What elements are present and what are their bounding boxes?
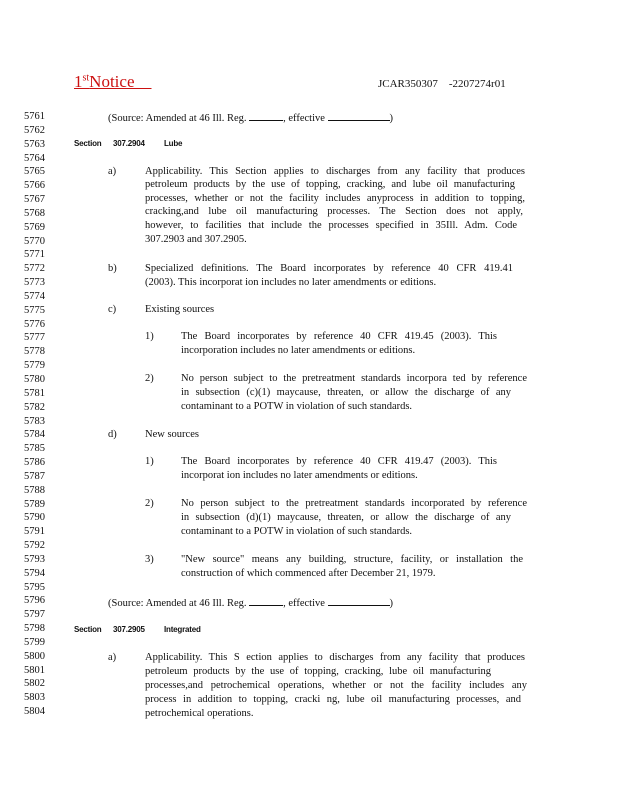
line-number: 5770 [24,235,45,247]
subsection-heading: New sources [145,429,199,440]
line-number: 5781 [24,387,45,399]
line-number: 5765 [24,166,45,178]
line-number: 5788 [24,484,45,496]
section-number: 307.2905 [113,625,145,634]
line-number: 5772 [24,263,45,275]
item-label: b) [108,263,117,274]
paragraph-line: in subsection (d)(1) maycause, threaten, or allow the discharge of any [181,512,511,523]
line-number: 5794 [24,567,45,579]
line-number: 5802 [24,678,45,690]
paragraph-line: process in addition to topping, cracki ng, lube oil manufacturing processes, and [145,694,521,705]
section-label: Section [74,625,102,634]
paragraph-line: No person subject to the pretreatment standards incorpora ted by reference [181,373,527,384]
paragraph-line: petroleum products by the use of topping, cracking, lube oil manufacturing [145,666,491,677]
paragraph-line: processes, whether or not the facility includes anyprocess in addition to topping, [145,193,525,204]
line-number: 5766 [24,180,45,192]
line-number: 5762 [24,124,45,136]
paragraph-line: (2003). This incorporat ion includes no later amendments or editions. [145,277,437,288]
line-number: 5801 [24,664,45,676]
line-number: 5800 [24,650,45,662]
line-number: 5764 [24,152,45,164]
line-number: 5784 [24,429,45,441]
paragraph-line: in subsection (c)(1) maycause, threaten, or allow the discharge of any [181,387,511,398]
section-number: 307.2904 [113,139,145,148]
item-label: 1) [145,331,154,342]
paragraph-line: cracking,and lube oil manufacturing processes. The Section does not apply, [145,206,523,217]
line-number: 5780 [24,374,45,385]
paragraph-line: No person subject to the pretreatment standards incorporated by reference [181,498,527,509]
item-label: c) [108,304,117,315]
line-number: 5783 [24,415,45,427]
paragraph-line: The Board incorporates by reference 40 CFR 419.47 (2003). This [181,456,497,467]
line-number: 5782 [24,401,45,413]
line-number: 5786 [24,457,45,468]
line-number: 5791 [24,526,45,538]
line-number: 5789 [24,498,45,510]
line-number: 5769 [24,221,45,233]
line-number: 5773 [24,277,45,289]
line-number: 5776 [24,318,45,330]
line-number: 5790 [24,512,45,524]
source-note: (Source: Amended at 46 Ill. Reg. , effective ) [108,598,394,609]
paragraph-line: The Board incorporates by reference 40 CFR 419.45 (2003). This [181,331,497,342]
paragraph-line: Applicability. This S ection applies to discharges from any facility that produces [145,652,525,663]
item-label: d) [108,429,117,440]
paragraph-line: processes,and petrochemical operations, whether or not the facility includes any [145,680,527,691]
line-number: 5775 [24,304,45,316]
paragraph-line: "New source" means any building, structure, facility, or installation the [181,554,523,565]
blank-line [249,111,283,121]
subsection-heading: Existing sources [145,304,215,315]
line-number: 5763 [24,138,45,150]
paragraph-line: however, to facilities that include the processes specified in 35Ill. Adm. Code [145,220,517,231]
item-label: 2) [145,498,154,509]
paragraph-line: Applicability. This Section applies to discharges from any facility that produces [145,166,525,177]
blank-line [328,596,390,606]
paragraph-line: contaminant to a POTW in violation of such standards. [181,401,413,412]
paragraph-line: construction of which commenced after December 21, 1979. [181,568,436,579]
paragraph-line: Specialized definitions. The Board incorporates by reference 40 CFR 419.41 [145,263,513,274]
line-number: 5774 [24,290,45,302]
line-number: 5792 [24,540,45,551]
line-number: 5803 [24,692,45,704]
notice-title: 1stNotice [74,72,135,91]
line-number: 5796 [24,595,45,607]
paragraph-line: petrochemical operations. [145,708,254,719]
line-number: 5778 [24,346,45,358]
line-number: 5779 [24,360,45,372]
paragraph-line: contaminant to a POTW in violation of such standards. [181,526,413,537]
line-number: 5761 [24,111,45,122]
paragraph-line: petroleum products by the use of topping, cracking, and lube oil manufacturing [145,179,515,190]
line-number: 5799 [24,636,45,648]
item-label: 2) [145,373,154,384]
source-note: (Source: Amended at 46 Ill. Reg. , effective ) [108,113,394,124]
paragraph-line: incorporation includes no later amendments or editions. [181,345,416,356]
line-number: 5804 [24,706,45,718]
line-number: 5795 [24,581,45,593]
section-title: Integrated [164,625,201,634]
blank-line [328,111,390,121]
item-label: 1) [145,456,154,467]
line-number: 5797 [24,609,45,621]
line-number: 5785 [24,443,45,455]
line-number: 5771 [24,249,45,261]
line-number: 5793 [24,553,45,565]
line-number: 5798 [24,623,45,635]
item-label: a) [108,166,117,177]
item-label: a) [108,652,117,663]
line-number: 5787 [24,470,45,482]
blank-line [249,596,283,606]
item-label: 3) [145,554,154,565]
paragraph-line: incorporat ion includes no later amendments or editions. [181,470,418,481]
section-label: Section [74,139,102,148]
line-number: 5777 [24,332,45,344]
line-number: 5768 [24,207,45,219]
paragraph-line: 307.2903 and 307.2905. [145,234,247,245]
section-title: Lube [164,139,183,148]
line-number: 5767 [24,194,45,205]
document-code: JCAR350307 -2207274r01 [378,78,506,90]
